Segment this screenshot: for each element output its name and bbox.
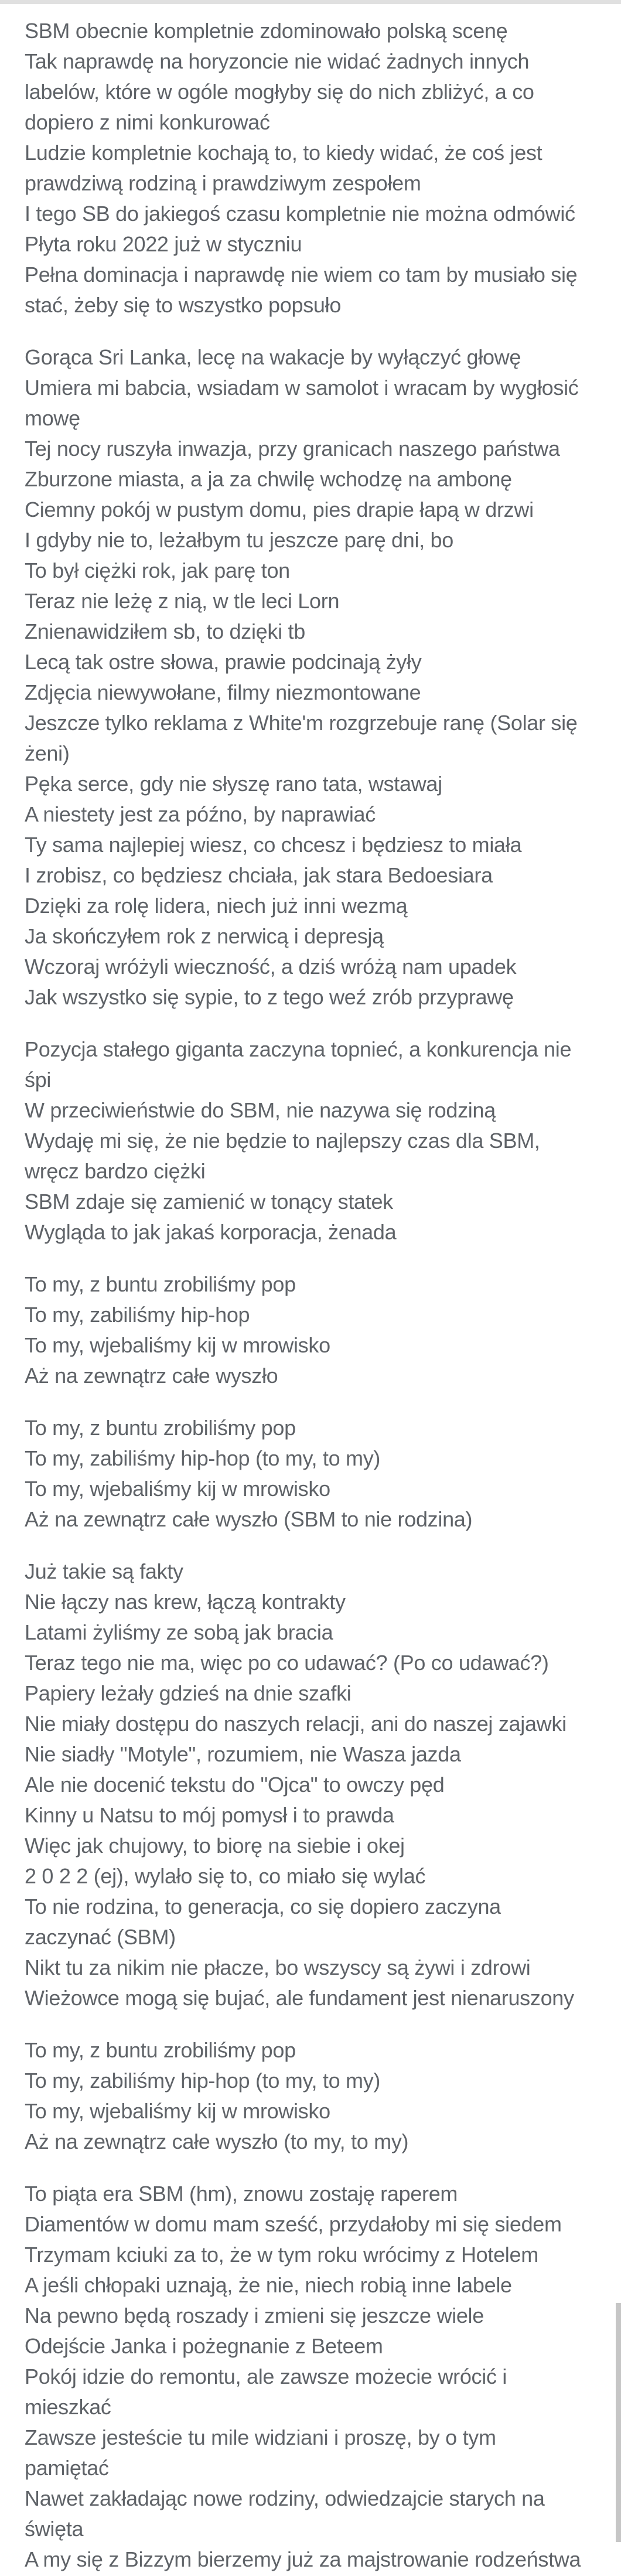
lyric-line: I zrobisz, co będziesz chciała, jak stara Bedoesiara	[25, 863, 493, 887]
lyric-line: Już takie są fakty	[25, 1559, 183, 1583]
lyric-line: To my, zabiliśmy hip-hop (to my, to my)	[25, 1446, 381, 1470]
lyric-line: labelów, które w ogóle mogłyby się do nich zbliżyć, a co	[25, 80, 534, 104]
lyric-line: Aż na zewnątrz całe wyszło	[25, 1364, 278, 1388]
lyric-line: Płyta roku 2022 już w styczniu	[25, 232, 302, 256]
lyric-line: Nie siadły "Motyle", rozumiem, nie Wasza jazda	[25, 1742, 461, 1766]
scrollbar-thumb[interactable]	[616, 2303, 621, 2542]
lyric-line: Tej nocy ruszyła inwazja, przy granicach naszego państwa	[25, 437, 560, 461]
lyric-line: Ludzie kompletnie kochają to, to kiedy widać, że coś jest	[25, 141, 542, 165]
lyric-line: I gdyby nie to, leżałbym tu jeszcze parę dni, bo	[25, 528, 454, 552]
lyric-line: Znienawidziłem sb, to dzięki tb	[25, 619, 305, 643]
lyric-line: To był ciężki rok, jak parę ton	[25, 558, 290, 582]
lyric-line: Wieżowce mogą się bujać, ale fundament jest nienaruszony	[25, 1986, 574, 2010]
lyric-line: żeni)	[25, 741, 70, 765]
lyric-line: mowę	[25, 406, 80, 430]
lyric-line: Aż na zewnątrz całe wyszło (to my, to my)	[25, 2129, 409, 2154]
lyric-line: To my, z buntu zrobiliśmy pop	[25, 2038, 296, 2062]
stanza	[25, 16, 621, 321]
lyric-line: Latami żyliśmy ze sobą jak bracia	[25, 1620, 333, 1644]
lyric-line: Wydaję mi się, że nie będzie to najlepszy czas dla SBM,	[25, 1129, 540, 1153]
lyric-line: Pęka serce, gdy nie słyszę rano tata, wstawaj	[25, 772, 442, 796]
lyric-line: Aż na zewnątrz całe wyszło (SBM to nie rodzina)	[25, 1507, 473, 1531]
lyric-line: Gorąca Sri Lanka, lecę na wakacje by wyłączyć głowę	[25, 345, 521, 369]
lyric-line: śpi	[25, 1068, 52, 1092]
lyric-line: zaczynać (SBM)	[25, 1925, 176, 1949]
lyric-line: Lecą tak ostre słowa, prawie podcinają żyły	[25, 650, 422, 674]
lyric-line: To piąta era SBM (hm), znowu zostaję raperem	[25, 2182, 458, 2206]
lyric-line: Ja skończyłem rok z nerwicą i depresją	[25, 924, 384, 948]
lyric-line: Umiera mi babcia, wsiadam w samolot i wracam by wygłosić	[25, 376, 579, 400]
stanza	[25, 1556, 621, 2013]
lyric-line: To my, zabiliśmy hip-hop	[25, 1303, 250, 1327]
lyric-line: Teraz nie leżę z nią, w tle leci Lorn	[25, 589, 340, 613]
stanza	[25, 342, 621, 1013]
lyric-line: A niestety jest za późno, by naprawiać	[25, 802, 376, 826]
lyric-line: Zawsze jesteście tu mile widziani i proszę, by o tym	[25, 2425, 496, 2449]
lyric-line: Zdjęcia niewywołane, filmy niezmontowane	[25, 680, 421, 704]
stanza	[25, 1034, 621, 1248]
lyric-line: Nawet zakładając nowe rodziny, odwiedzajcie starych na	[25, 2486, 545, 2510]
lyric-line: I tego SB do jakiegoś czasu kompletnie nie można odmówić	[25, 202, 575, 226]
lyric-line: To my, z buntu zrobiliśmy pop	[25, 1416, 296, 1440]
lyric-line: Pokój idzie do remontu, ale zawsze możecie wrócić i	[25, 2364, 507, 2388]
lyric-line: Ty sama najlepiej wiesz, co chcesz i będziesz to miała	[25, 833, 522, 857]
lyric-line: pamiętać	[25, 2456, 109, 2480]
lyric-line: Nie miały dostępu do naszych relacji, ani do naszej zajawki	[25, 1712, 567, 1736]
lyric-line: święta	[25, 2517, 84, 2541]
lyric-line: To my, zabiliśmy hip-hop (to my, to my)	[25, 2069, 381, 2093]
lyric-line: mieszkać	[25, 2395, 111, 2419]
lyric-line: SBM zdaje się zamienić w tonący statek	[25, 1190, 393, 1214]
lyric-line: 2 0 2 2 (ej), wylało się to, co miało się wylać	[25, 1864, 426, 1888]
lyric-line: A jeśli chłopaki uznają, że nie, niech robią inne labele	[25, 2273, 512, 2297]
lyric-line: A my się z Bizzym bierzemy już za majstrowanie rodzeństwa	[25, 2547, 581, 2571]
lyric-line: To my, wjebaliśmy kij w mrowisko	[25, 2099, 330, 2123]
lyric-line: Dzięki za rolę lidera, niech już inni wezmą	[25, 894, 408, 918]
lyric-line: Zburzone miasta, a ja za chwilę wchodzę na ambonę	[25, 467, 512, 491]
stanza	[25, 1413, 621, 1535]
lyric-line: W przeciwieństwie do SBM, nie nazywa się rodziną	[25, 1098, 496, 1122]
lyric-line: Odejście Janka i pożegnanie z Beteem	[25, 2334, 383, 2358]
stanza	[25, 2035, 621, 2157]
lyric-line: Pełna dominacja i naprawdę nie wiem co tam by musiało się	[25, 263, 578, 287]
lyric-line: Na pewno będą roszady i zmieni się jeszcze wiele	[25, 2304, 484, 2328]
lyric-line: wręcz bardzo ciężki	[25, 1159, 206, 1183]
lyric-line: stać, żeby się to wszystko popsuło	[25, 293, 342, 317]
lyric-line: Jeszcze tylko reklama z White'm rozgrzebuje ranę (Solar się	[25, 711, 578, 735]
lyric-line: Jak wszystko się sypie, to z tego weź zrób przyprawę	[25, 985, 514, 1009]
lyric-line: Trzymam kciuki za to, że w tym roku wrócimy z Hotelem	[25, 2243, 538, 2267]
lyric-line: Nie łączy nas krew, łączą kontrakty	[25, 1590, 346, 1614]
lyric-line: Tak naprawdę na horyzoncie nie widać żadnych innych	[25, 49, 530, 73]
lyric-line: SBM obecnie kompletnie zdominowało polską scenę	[25, 19, 508, 43]
lyric-line: Nikt tu za nikim nie płacze, bo wszyscy są żywi i zdrowi	[25, 1955, 531, 1979]
lyric-line: To my, wjebaliśmy kij w mrowisko	[25, 1333, 330, 1357]
lyric-line: dopiero z nimi konkurować	[25, 110, 270, 134]
lyric-line: Papiery leżały gdzieś na dnie szafki	[25, 1681, 352, 1705]
lyric-line: Teraz tego nie ma, więc po co udawać? (Po co udawać?)	[25, 1651, 549, 1675]
lyric-line: Wygląda to jak jakaś korporacja, żenada	[25, 1220, 397, 1244]
lyric-line: prawdziwą rodziną i prawdziwym zespołem	[25, 171, 421, 195]
lyric-line: To my, wjebaliśmy kij w mrowisko	[25, 1477, 330, 1501]
lyric-line: Wczoraj wróżyli wieczność, a dziś wróżą nam upadek	[25, 955, 517, 979]
lyric-line: Pozycja stałego giganta zaczyna topnieć, a konkurencja nie	[25, 1037, 572, 1061]
lyric-line: Diamentów w domu mam sześć, przydałoby mi się siedem	[25, 2212, 562, 2236]
lyric-line: Ciemny pokój w pustym domu, pies drapie łapą w drzwi	[25, 498, 534, 522]
lyric-line: Ale nie docenić tekstu do "Ojca" to owczy pęd	[25, 1773, 445, 1797]
lyric-line: To my, z buntu zrobiliśmy pop	[25, 1272, 296, 1296]
lyric-line: To nie rodzina, to generacja, co się dopiero zaczyna	[25, 1894, 501, 1919]
stanza	[25, 1269, 621, 1391]
lyric-line: Kinny u Natsu to mój pomysł i to prawda	[25, 1803, 394, 1827]
lyric-line: Więc jak chujowy, to biorę na siebie i okej	[25, 1834, 405, 1858]
stanza	[25, 2179, 621, 2575]
